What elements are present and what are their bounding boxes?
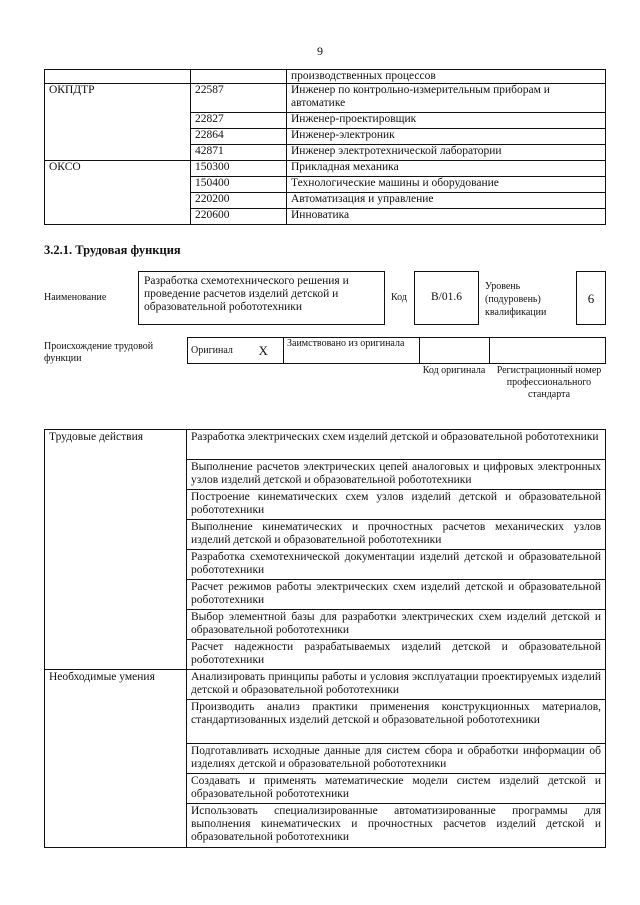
labor-action-item: Разработка схемотехнической документации изделий детской и образовательной робототехники: [187, 550, 606, 580]
classifier-name: Прикладная механика: [287, 161, 606, 177]
classifier-name: производственных процессов: [287, 70, 606, 84]
labor-action-item: Выполнение кинематических и прочностных расчетов механических узлов изделий детской и образовательной робототехники: [187, 520, 606, 550]
skill-item: Подготавливать исходные данные для систем сбора и обработки информации об изделиях детской и образовательной робототехники: [187, 744, 606, 774]
labor-action-item: Расчет режимов работы электрических схем изделий детской и образовательной робототехники: [187, 580, 606, 610]
classifier-name: Инженер электротехнической лаборатории: [287, 145, 606, 161]
classifier-name: Инженер-электроник: [287, 129, 606, 145]
table-row: [45, 670, 606, 700]
classification-table: [44, 69, 606, 225]
classifier-code: 22864: [191, 129, 287, 145]
original-code-caption: Код оригинала: [422, 365, 486, 376]
table-row: [45, 177, 606, 193]
classifier-code: 22587: [191, 84, 287, 113]
classifier-code: 150300: [191, 161, 287, 177]
table-row: [45, 70, 606, 84]
level-value: 6: [587, 291, 595, 306]
original-code-cell: [420, 338, 490, 364]
original-mark: X: [244, 338, 284, 364]
level-label: Уровень (подуровень) квалификации: [485, 281, 547, 318]
level-box: [576, 271, 606, 325]
classifier-system: [45, 209, 191, 225]
table-row: [45, 193, 606, 209]
skill-item: Производить анализ практики применения конструкционных материалов, стандартизованных изделий детской и образовательной робототехники: [187, 700, 606, 744]
function-name-box: [138, 271, 385, 325]
skill-item: Создавать и применять математические модели систем изделий детской и образовательной робототехники: [187, 774, 606, 804]
labor-action-item: Построение кинематических схем узлов изделий детской и образовательной робототехники: [187, 490, 606, 520]
skill-item: Анализировать принципы работы и условия эксплуатации проектируемых изделий детской и образовательной робототехники: [187, 670, 606, 700]
table-row: [45, 145, 606, 161]
classifier-code: 220200: [191, 193, 287, 209]
page-number: 9: [317, 44, 323, 58]
table-row: [45, 84, 606, 113]
registration-number-cell: [490, 338, 606, 364]
name-label: Наименование: [44, 292, 107, 303]
classifier-system: [45, 177, 191, 193]
function-code-value: B/01.6: [431, 291, 462, 303]
classifier-system: [45, 70, 191, 84]
classifier-code: [191, 70, 287, 84]
classifier-system: [45, 145, 191, 161]
classifier-name: Инноватика: [287, 209, 606, 225]
table-row: [45, 129, 606, 145]
classifier-name: Технологические машины и оборудование: [287, 177, 606, 193]
registration-number-caption: Регистрационный номер профессионального стандарта: [496, 365, 602, 400]
classifier-code: 150400: [191, 177, 287, 193]
classifier-name: Инженер по контрольно-измерительным приборам и автоматике: [287, 84, 606, 113]
classifier-code: 22827: [191, 113, 287, 129]
table-row: [45, 209, 606, 225]
labor-action-item: Выполнение расчетов электрических цепей аналоговых и цифровых электронных узлов изделий детской и образовательной робототехники: [187, 460, 606, 490]
classifier-name: Автоматизация и управление: [287, 193, 606, 209]
labor-function-table: [44, 429, 606, 848]
table-row: [45, 113, 606, 129]
origin-table: [187, 337, 606, 364]
classifier-system: [45, 129, 191, 145]
skill-item: Использовать специализированные автоматизированные программы для выполнения кинематических и прочностных расчетов изделий детской и образовательной робототехники: [187, 804, 606, 848]
classifier-system: [45, 193, 191, 209]
classifier-system: ОКПДТР: [45, 84, 191, 113]
skills-label: Необходимые умения: [45, 670, 187, 848]
table-row: [45, 430, 606, 460]
origin-label: Происхождение трудовой функции: [44, 341, 154, 364]
labor-action-item: Разработка электрических схем изделий детской и образовательной робототехники: [187, 430, 606, 460]
classifier-code: 42871: [191, 145, 287, 161]
function-code-box: [414, 271, 479, 325]
classifier-name: Инженер-проектировщик: [287, 113, 606, 129]
labor-action-item: Выбор элементной базы для разработки электрических схем изделий детской и образовательной робототехники: [187, 610, 606, 640]
classifier-system: ОКСО: [45, 161, 191, 177]
labor-action-item: Расчет надежности разрабатываемых изделий детской и образовательной робототехники: [187, 640, 606, 670]
labor-actions-label: Трудовые действия: [45, 430, 187, 670]
original-label: Оригинал: [188, 338, 244, 364]
table-row: [45, 161, 606, 177]
classifier-code: 220600: [191, 209, 287, 225]
code-label: Код: [391, 292, 407, 303]
classifier-system: [45, 113, 191, 129]
section-title: 3.2.1. Трудовая функция: [44, 243, 181, 257]
borrowed-label: Заимствовано из оригинала: [284, 338, 420, 364]
function-name-value: Разработка схемотехнического решения и проведение расчетов изделий детской и образовательной робототехники: [144, 275, 349, 313]
